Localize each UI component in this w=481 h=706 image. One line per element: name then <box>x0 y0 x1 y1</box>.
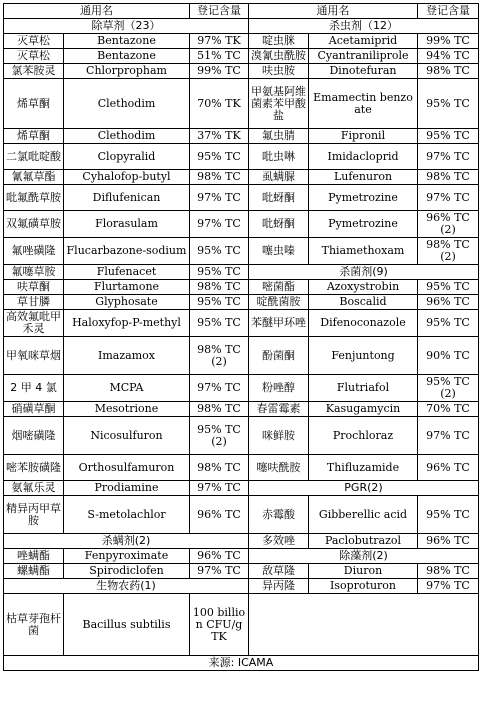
table-row <box>4 265 479 280</box>
common-name-cn-right: 呋虫胺 <box>249 64 309 79</box>
common-name-cn-right: 溴氰虫酰胺 <box>249 49 309 64</box>
table-row <box>4 34 479 49</box>
registered-content-left: 96% TC <box>190 496 249 534</box>
active-ingredient-en-left: MCPA <box>64 375 190 402</box>
active-ingredient-en-left: Bacillus subtilis <box>64 594 190 656</box>
section-header-right: 杀菌剂(9) <box>249 265 479 280</box>
active-ingredient-en-left: Flucarbazone-sodium <box>64 238 190 265</box>
common-name-cn-left: 精异丙甲草胺 <box>4 496 64 534</box>
common-name-cn-right: 嘧菌酯 <box>249 280 309 295</box>
section-insecticide: 杀虫剂（12） <box>249 19 479 34</box>
active-ingredient-en-right: Paclobutrazol <box>309 534 418 549</box>
registered-content-right: 96% TC <box>418 455 479 481</box>
table-row <box>4 129 479 144</box>
active-ingredient-en-left: Imazamox <box>64 337 190 375</box>
registered-content-left: 95% TC(2) <box>190 417 249 455</box>
table-row <box>4 295 479 310</box>
registered-content-left: 99% TC <box>190 64 249 79</box>
table-row <box>4 417 479 455</box>
header-common-name-right: 通用名 <box>249 4 418 19</box>
table-row <box>4 79 479 129</box>
registered-content-left: 97% TC <box>190 185 249 211</box>
registered-content-left: 97% TC <box>190 211 249 238</box>
registered-content-right: 97% TC <box>418 417 479 455</box>
active-ingredient-en-right: Gibberellic acid <box>309 496 418 534</box>
active-ingredient-en-right: Flutriafol <box>309 375 418 402</box>
table-row <box>4 280 479 295</box>
registered-content-left: 98% TC <box>190 402 249 417</box>
active-ingredient-en-right: Diuron <box>309 564 418 579</box>
table-row <box>4 594 479 656</box>
common-name-cn-right: 啶虫脒 <box>249 34 309 49</box>
common-name-cn-left: 烯草酮 <box>4 129 64 144</box>
active-ingredient-en-left: Prodiamine <box>64 481 190 496</box>
registered-content-left: 97% TK <box>190 34 249 49</box>
registered-content-left: 97% TC <box>190 564 249 579</box>
active-ingredient-en-left: Florasulam <box>64 211 190 238</box>
active-ingredient-en-right: Cyantraniliprole <box>309 49 418 64</box>
common-name-cn-left: 嘧苯胺磺隆 <box>4 455 64 481</box>
common-name-cn-left: 甲氧咪草烟 <box>4 337 64 375</box>
active-ingredient-en-left: Spirodiclofen <box>64 564 190 579</box>
active-ingredient-en-left: S-metolachlor <box>64 496 190 534</box>
common-name-cn-right: 氟虫腈 <box>249 129 309 144</box>
table-row <box>4 170 479 185</box>
active-ingredient-en-right: Lufenuron <box>309 170 418 185</box>
active-ingredient-en-left: Chlorpropham <box>64 64 190 79</box>
common-name-cn-left: 2 甲 4 氯 <box>4 375 64 402</box>
header-reg-content-right: 登记含量 <box>418 4 479 19</box>
active-ingredient-en-left: Clopyralid <box>64 144 190 170</box>
registered-content-left: 95% TC <box>190 295 249 310</box>
registered-content-right: 95% TC <box>418 129 479 144</box>
active-ingredient-en-left: Flufenacet <box>64 265 190 280</box>
active-ingredient-en-left: Nicosulfuron <box>64 417 190 455</box>
registered-content-right: 97% TC <box>418 185 479 211</box>
common-name-cn-left: 氟噻草胺 <box>4 265 64 280</box>
registered-content-left: 100 billion CFU/g TK <box>190 594 249 656</box>
registered-content-left: 95% TC <box>190 265 249 280</box>
active-ingredient-en-right: Pymetrozine <box>309 185 418 211</box>
active-ingredient-en-right: Emamectin benzoate <box>309 79 418 129</box>
registered-content-right: 95% TC <box>418 79 479 129</box>
table-row <box>4 64 479 79</box>
table-row <box>4 534 479 549</box>
registered-content-right: 96% TC <box>418 295 479 310</box>
registered-content-right: 95% TC <box>418 310 479 337</box>
common-name-cn-left: 高效氟吡甲禾灵 <box>4 310 64 337</box>
common-name-cn-right: 甲氨基阿维菌素苯甲酸盐 <box>249 79 309 129</box>
common-name-cn-right: 敌草隆 <box>249 564 309 579</box>
registered-content-left: 98% TC <box>190 455 249 481</box>
active-ingredient-en-right: Imidacloprid <box>309 144 418 170</box>
table-row <box>4 549 479 564</box>
registered-content-right: 96% TC <box>418 534 479 549</box>
header-common-name-left: 通用名 <box>4 4 190 19</box>
header-reg-content-left: 登记含量 <box>190 4 249 19</box>
active-ingredient-en-left: Glyphosate <box>64 295 190 310</box>
common-name-cn-right: 异丙隆 <box>249 579 309 594</box>
registered-content-left: 51% TC <box>190 49 249 64</box>
common-name-cn-left: 枯草芽孢杆菌 <box>4 594 64 656</box>
active-ingredient-en-left: Cyhalofop-butyl <box>64 170 190 185</box>
registered-content-right: 70% TC <box>418 402 479 417</box>
source-note: 来源: ICAMA <box>4 656 479 671</box>
common-name-cn-left: 氯苯胺灵 <box>4 64 64 79</box>
registered-content-right: 94% TC <box>418 49 479 64</box>
source-row <box>4 656 479 671</box>
active-ingredient-en-right: Thifluzamide <box>309 455 418 481</box>
common-name-cn-right: 粉唑醇 <box>249 375 309 402</box>
active-ingredient-en-left: Clethodim <box>64 79 190 129</box>
section-header-right: 除藻剂(2) <box>249 549 479 564</box>
common-name-cn-left: 氟唑磺隆 <box>4 238 64 265</box>
common-name-cn-right: 吡蚜酮 <box>249 185 309 211</box>
common-name-cn-left: 氨氟乐灵 <box>4 481 64 496</box>
table-row <box>4 402 479 417</box>
active-ingredient-en-left: Fenpyroximate <box>64 549 190 564</box>
common-name-cn-right: 苯醚甲环唑 <box>249 310 309 337</box>
active-ingredient-en-left: Clethodim <box>64 129 190 144</box>
section-header-left: 生物农药(1) <box>4 579 249 594</box>
table-row <box>4 579 479 594</box>
common-name-cn-left: 氰氟草酯 <box>4 170 64 185</box>
common-name-cn-left: 灭草松 <box>4 34 64 49</box>
table-row <box>4 211 479 238</box>
common-name-cn-right: 多效唑 <box>249 534 309 549</box>
registered-content-left: 95% TC <box>190 238 249 265</box>
registered-content-right: 99% TC <box>418 34 479 49</box>
common-name-cn-left: 唑螨酯 <box>4 549 64 564</box>
registered-content-left: 95% TC <box>190 310 249 337</box>
section-row <box>4 19 479 34</box>
active-ingredient-en-right: Isoproturon <box>309 579 418 594</box>
registered-content-left: 70% TK <box>190 79 249 129</box>
table-row <box>4 481 479 496</box>
registered-content-right: 95% TC(2) <box>418 375 479 402</box>
active-ingredient-en-left: Orthosulfamuron <box>64 455 190 481</box>
registered-content-left: 96% TC <box>190 549 249 564</box>
active-ingredient-en-right: Fenjuntong <box>309 337 418 375</box>
registered-content-left: 95% TC <box>190 144 249 170</box>
common-name-cn-right: 赤霉酸 <box>249 496 309 534</box>
table-row <box>4 238 479 265</box>
table-row <box>4 455 479 481</box>
empty-cell-right <box>249 594 479 656</box>
registered-content-right: 97% TC <box>418 144 479 170</box>
common-name-cn-right: 吡蚜酮 <box>249 211 309 238</box>
registered-content-right: 95% TC <box>418 280 479 295</box>
active-ingredient-en-left: Diflufenican <box>64 185 190 211</box>
registered-content-left: 97% TC <box>190 375 249 402</box>
active-ingredient-en-right: Boscalid <box>309 295 418 310</box>
registered-content-left: 37% TK <box>190 129 249 144</box>
registered-content-right: 95% TC <box>418 496 479 534</box>
common-name-cn-left: 二氯吡啶酸 <box>4 144 64 170</box>
registered-content-left: 98% TC <box>190 170 249 185</box>
active-ingredient-en-right: Azoxystrobin <box>309 280 418 295</box>
registered-content-right: 96% TC(2) <box>418 211 479 238</box>
registered-content-left: 97% TC <box>190 481 249 496</box>
common-name-cn-left: 草甘膦 <box>4 295 64 310</box>
section-header-left: 杀螨剂(2) <box>4 534 249 549</box>
registered-content-right: 98% TC <box>418 170 479 185</box>
active-ingredient-en-right: Difenoconazole <box>309 310 418 337</box>
common-name-cn-right: 春雷霉素 <box>249 402 309 417</box>
table-row <box>4 496 479 534</box>
active-ingredient-en-right: Dinotefuran <box>309 64 418 79</box>
pesticide-registration-table <box>3 3 479 671</box>
common-name-cn-right: 噻呋酰胺 <box>249 455 309 481</box>
table-row <box>4 310 479 337</box>
table-row <box>4 144 479 170</box>
active-ingredient-en-right: Thiamethoxam <box>309 238 418 265</box>
table-row <box>4 375 479 402</box>
registered-content-right: 90% TC <box>418 337 479 375</box>
common-name-cn-left: 灭草松 <box>4 49 64 64</box>
common-name-cn-left: 螺螨酯 <box>4 564 64 579</box>
table-row <box>4 49 479 64</box>
active-ingredient-en-left: Haloxyfop-P-methyl <box>64 310 190 337</box>
common-name-cn-left: 烯草酮 <box>4 79 64 129</box>
registered-content-right: 98% TC <box>418 64 479 79</box>
table-row <box>4 337 479 375</box>
section-header-right: PGR(2) <box>249 481 479 496</box>
active-ingredient-en-left: Flurtamone <box>64 280 190 295</box>
common-name-cn-right: 噻虫嗪 <box>249 238 309 265</box>
registered-content-left: 98% TC <box>190 280 249 295</box>
common-name-cn-left: 吡氟酰草胺 <box>4 185 64 211</box>
common-name-cn-left: 烟嘧磺隆 <box>4 417 64 455</box>
active-ingredient-en-right: Fipronil <box>309 129 418 144</box>
header-row <box>4 4 479 19</box>
table-row <box>4 564 479 579</box>
active-ingredient-en-right: Acetamiprid <box>309 34 418 49</box>
common-name-cn-left: 呋草酮 <box>4 280 64 295</box>
common-name-cn-right: 啶酰菌胺 <box>249 295 309 310</box>
common-name-cn-right: 吡虫啉 <box>249 144 309 170</box>
table-row <box>4 185 479 211</box>
registered-content-left: 98% TC(2) <box>190 337 249 375</box>
active-ingredient-en-right: Kasugamycin <box>309 402 418 417</box>
active-ingredient-en-left: Bentazone <box>64 34 190 49</box>
common-name-cn-left: 双氟磺草胺 <box>4 211 64 238</box>
registered-content-right: 98% TC(2) <box>418 238 479 265</box>
common-name-cn-left: 硝磺草酮 <box>4 402 64 417</box>
section-herbicide: 除草剂（23） <box>4 19 249 34</box>
registered-content-right: 98% TC <box>418 564 479 579</box>
active-ingredient-en-right: Prochloraz <box>309 417 418 455</box>
active-ingredient-en-left: Mesotrione <box>64 402 190 417</box>
common-name-cn-right: 酚菌酮 <box>249 337 309 375</box>
active-ingredient-en-right: Pymetrozine <box>309 211 418 238</box>
common-name-cn-right: 咪鲜胺 <box>249 417 309 455</box>
common-name-cn-right: 虱螨脲 <box>249 170 309 185</box>
active-ingredient-en-left: Bentazone <box>64 49 190 64</box>
registered-content-right: 97% TC <box>418 579 479 594</box>
